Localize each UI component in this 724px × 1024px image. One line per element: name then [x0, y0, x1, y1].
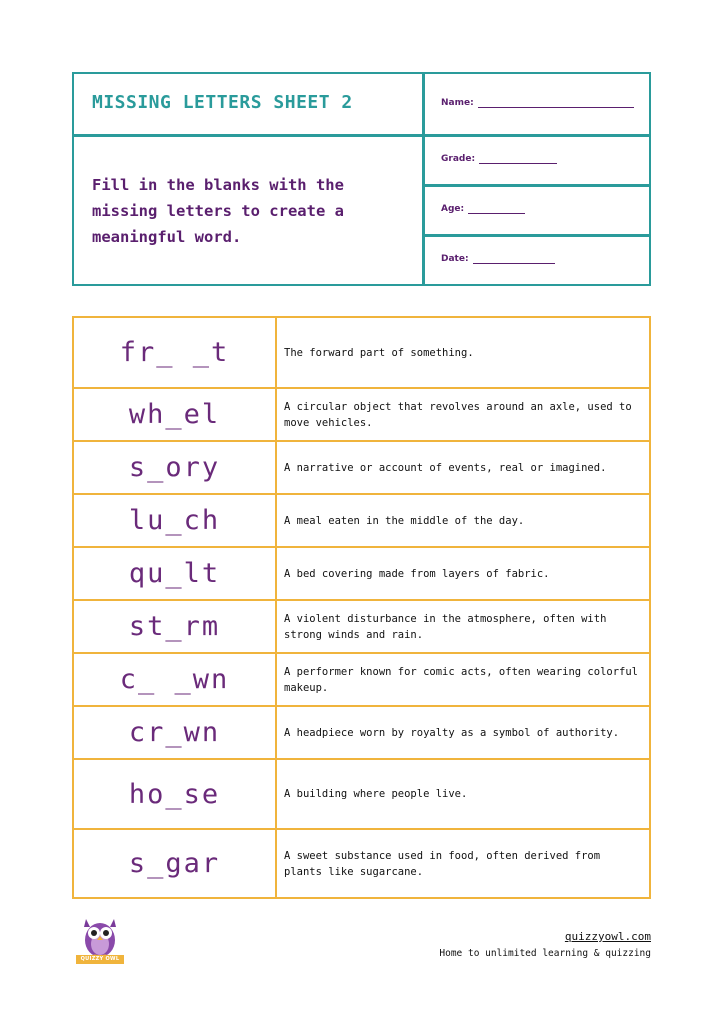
word-clue: A bed covering made from layers of fabric.: [284, 567, 550, 580]
missing-letter-word: st_rm: [128, 611, 221, 642]
table-row: [74, 654, 649, 707]
word-clue: A headpiece worn by royalty as a symbol of authority.: [284, 726, 620, 739]
header-divider: [422, 74, 425, 284]
table-row: [74, 318, 649, 389]
grade-line[interactable]: [479, 155, 557, 164]
page-title: MISSING LETTERS SHEET 2: [92, 92, 353, 113]
word-clue: A narrative or account of events, real or imagined.: [284, 461, 607, 474]
missing-letter-word: c_ _wn: [119, 664, 230, 695]
table-row: [74, 707, 649, 760]
table-row: [74, 830, 649, 897]
table-row: [74, 389, 649, 442]
table-row: [74, 601, 649, 654]
missing-letter-word: lu_ch: [128, 505, 221, 536]
missing-letter-word: cr_wn: [128, 717, 221, 748]
name-field[interactable]: [441, 98, 634, 108]
table-row: [74, 442, 649, 495]
grade-field[interactable]: [441, 154, 557, 164]
word-clue: A meal eaten in the middle of the day.: [284, 514, 525, 527]
missing-letter-word: wh_el: [128, 399, 221, 430]
date-field[interactable]: [441, 254, 555, 264]
word-clue: A performer known for comic acts, often wearing colorful makeup.: [284, 665, 639, 694]
word-clue: A sweet substance used in food, often derived from plants like sugarcane.: [284, 849, 601, 878]
word-clue: A violent disturbance in the atmosphere, often with strong winds and rain.: [284, 612, 607, 641]
missing-letter-word: fr_ _t: [119, 337, 230, 368]
missing-letter-word: ho_se: [128, 778, 221, 810]
instructions: Fill in the blanks with the missing letters to create a meaningful word.: [92, 176, 344, 246]
header-divider: [422, 184, 649, 187]
missing-letter-word: s_ory: [128, 452, 221, 483]
header-divider: [422, 234, 649, 237]
word-clue: A building where people live.: [284, 788, 468, 800]
tagline: Home to unlimited learning & quizzing: [439, 948, 651, 959]
logo-label: QUIZZY OWL: [76, 955, 124, 964]
date-line[interactable]: [473, 255, 555, 264]
table-row: [74, 495, 649, 548]
name-label: Name:: [441, 98, 474, 108]
age-field[interactable]: [441, 204, 525, 214]
table-row: [74, 548, 649, 601]
age-line[interactable]: [468, 205, 525, 214]
name-line[interactable]: [478, 99, 634, 108]
word-clue: A circular object that revolves around an axle, used to move vehicles.: [284, 400, 632, 429]
date-label: Date:: [441, 254, 469, 264]
table-row: [74, 760, 649, 830]
missing-letter-word: s_gar: [128, 848, 221, 879]
word-clue: The forward part of something.: [284, 346, 474, 359]
age-label: Age:: [441, 204, 465, 214]
word-table: [72, 316, 651, 899]
header-divider: [422, 134, 649, 137]
grade-label: Grade:: [441, 154, 476, 164]
worksheet-header: [72, 72, 651, 286]
site-link[interactable]: quizzyowl.com: [564, 930, 651, 943]
missing-letter-word: qu_lt: [128, 558, 221, 589]
header-divider: [74, 134, 422, 137]
